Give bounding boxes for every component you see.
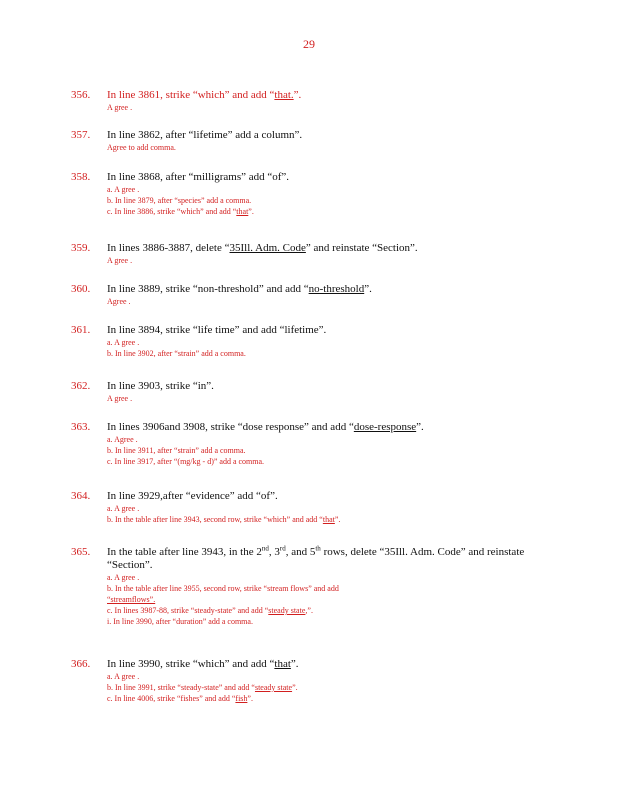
item-text: In lines 3886-3887, delete “35Ill. Adm. Code” and reinstate “Section”. [107,242,418,254]
comment-item [71,283,541,307]
response-line: c. In lines 3987-88, strike “steady-state” and add “steady state,”. [107,606,313,615]
item-text: In line 3868, after “milligrams” add “of”. [107,171,290,183]
item-number: 360. [71,283,91,295]
comment-item [71,129,541,153]
response-line: a. Agree . [107,435,138,444]
item-text: In line 3894, strike “life time” and add “lifetime”. [107,324,327,336]
item-number: 366. [71,658,91,670]
response-line: i. In line 3990, after “duration” add a comma. [107,617,253,626]
response-line: a. A gree . [107,185,140,194]
response-line: b. In line 3991, strike “steady-state” and add “steady state”. [107,683,298,692]
comment-item [71,421,541,467]
response-line: a. A gree . [107,573,140,582]
item-number: 359. [71,242,91,254]
response-line: b. In line 3911, after “strain” add a comma. [107,446,246,455]
item-text: In line 3889, strike “non-threshold” and add “no-threshold”. [107,283,372,295]
comment-item [71,658,541,704]
item-text: In line 3990, strike “which” and add “that”. [107,658,299,670]
item-number: 361. [71,324,91,336]
response-line: a. A gree . [107,338,140,347]
response-line: b. In the table after line 3955, second row, strike “stream flows” and add [107,584,339,593]
comment-item [71,89,541,113]
response-line: “streamflows”. [107,595,156,604]
response-line: A gree . [107,103,133,112]
item-text: In the table after line 3943, in the 2nd, 3rd, and 5th rows, delete “35Ill. Adm. Code” and reinstate “Section”. [107,544,525,571]
item-number: 357. [71,129,91,141]
item-number: 364. [71,490,91,502]
item-number: 356. [71,89,91,101]
response-line: a. A gree . [107,504,140,513]
response-line: c. In line 3886, strike “which” and add “that”. [107,207,254,216]
item-number: 362. [71,380,91,392]
item-text: In line 3862, after “lifetime” add a column”. [107,129,303,141]
comment-item [71,546,541,627]
item-text: In line 3903, strike “in”. [107,380,214,392]
response-line: a. A gree . [107,672,140,681]
item-number: 365. [71,546,91,558]
comment-item [71,171,541,217]
response-line: b. In line 3879, after “species” add a comma. [107,196,252,205]
comment-item [71,490,541,525]
response-line: c. In line 3917, after “(mg/kg - d)” add a comma. [107,457,265,466]
response-line: c. In line 4006, strike “fishes” and add “fish”. [107,694,253,703]
response-line: Agree . [107,297,131,306]
item-text: In line 3861, strike “which” and add “that.”. [107,89,302,101]
page-number: 29 [303,37,315,51]
response-line: A gree . [107,256,133,265]
item-text: In lines 3906and 3908, strike “dose response” and add “dose-response”. [107,421,424,433]
item-text: In line 3929,after “evidence” add “of”. [107,490,278,502]
response-line: b. In the table after line 3943, second row, strike “which” and add “that”. [107,515,341,524]
comment-item [71,242,541,266]
response-line: b. In line 3902, after “strain” add a comma. [107,349,246,358]
comment-item [71,324,541,359]
comment-item [71,380,541,404]
response-line: A gree . [107,394,133,403]
response-line: Agree to add comma. [107,143,176,152]
item-number: 358. [71,171,91,183]
item-number: 363. [71,421,91,433]
